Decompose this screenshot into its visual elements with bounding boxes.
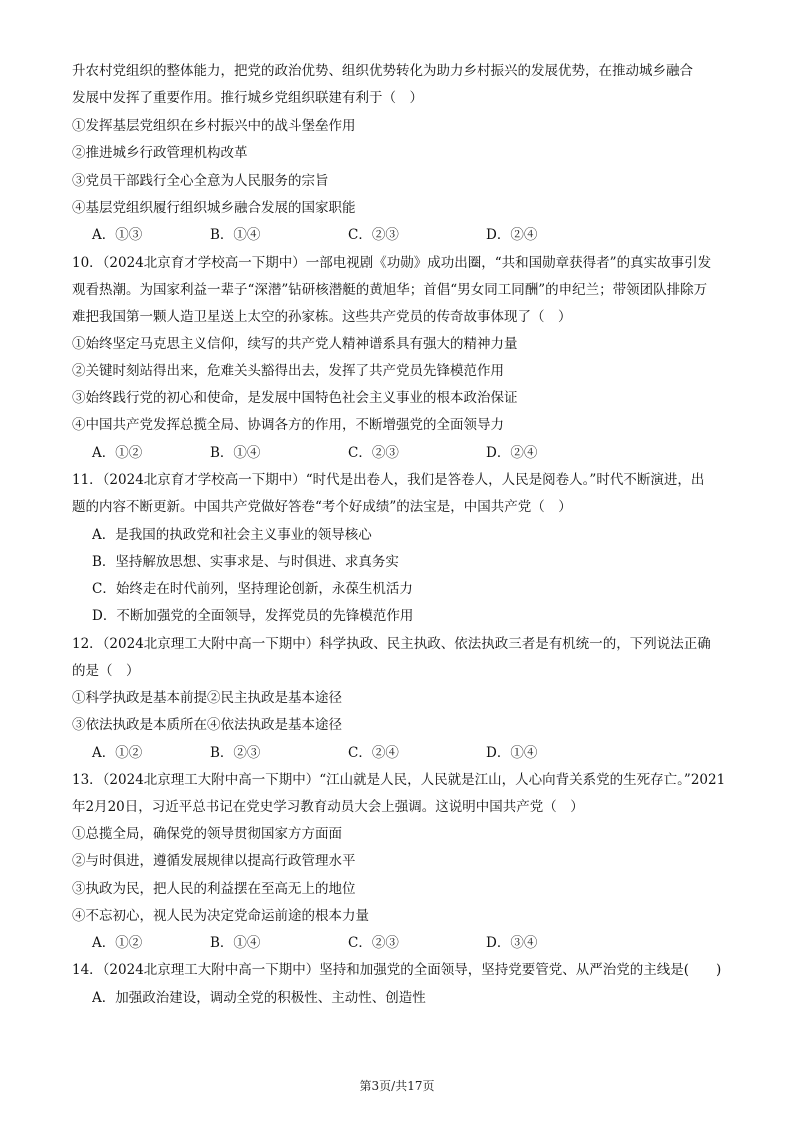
q13-statement-4: ④不忘初心，视人民为决定党命运前途的根本力量: [72, 908, 369, 924]
q12-options: [92, 743, 732, 763]
q12-option-b: B．②③: [210, 745, 261, 761]
q11-option-d: D．不断加强党的全面领导，发挥党员的先锋模范作用: [92, 608, 414, 624]
q9-statement-3: ③党员干部践行全心全意为人民服务的宗旨: [72, 173, 329, 189]
page-number-footer: 第3页/共17页: [359, 1079, 435, 1093]
q12-option-a: A．①②: [92, 745, 143, 761]
q12-option-d: D．①④: [486, 745, 538, 761]
q10-statement-3: ③始终践行党的初心和使命，是发展中国特色社会主义事业的根本政治保证: [72, 390, 518, 406]
q9-option-c: C．②③: [348, 227, 399, 243]
q13-statement-3: ③执政为民，把人民的利益摆在至高无上的地位: [72, 881, 356, 897]
q9-option-b: B．①④: [210, 227, 261, 243]
q11-option-c: C．始终走在时代前列，坚持理论创新，永葆生机活力: [92, 581, 413, 597]
q9-options: [92, 225, 732, 245]
q13-statement-2: ②与时俱进，遵循发展规律以提高行政管理水平: [72, 853, 356, 869]
q9-statement-1: ①发挥基层党组织在乡村振兴中的战斗堡垒作用: [72, 118, 356, 134]
q13-options: [92, 933, 732, 953]
q12-option-c: C．②④: [348, 745, 399, 761]
q9-stem-line-2: 发展中发挥了重要作用。推行城乡党组织联建有利于（ ）: [72, 90, 423, 106]
q10-option-b: B．①④: [210, 445, 261, 461]
q14-option-a: A．加强政治建设，调动全党的积极性、主动性、创造性: [92, 990, 426, 1006]
q10-statement-4: ④中国共产党发挥总揽全局、协调各方的作用，不断增强党的全面领导力: [72, 417, 504, 433]
q10-stem-line-3: 难把我国第一颗人造卫星送上太空的孙家栋。这些共产党员的传奇故事体现了（ ）: [72, 309, 572, 325]
q12-statements-1: ①科学执政是基本前提②民主执政是基本途径: [72, 690, 342, 706]
q11-option-a: A．是我国的执政党和社会主义事业的领导核心: [92, 527, 372, 543]
q13-statement-1: ①总揽全局，确保党的领导贯彻国家方方面面: [72, 826, 342, 842]
q9-statement-4: ④基层党组织履行组织城乡融合发展的国家职能: [72, 200, 356, 216]
q9-statement-2: ②推进城乡行政管理机构改革: [72, 145, 248, 161]
q13-stem-line-1: 13．（2024北京理工大附中高一下期中）“江山就是人民，人民就是江山，人心向背关系党的生死存亡。”2021: [72, 772, 726, 788]
q13-option-b: B．①④: [210, 935, 261, 951]
q14-stem-line-1: 14．（2024北京理工大附中高一下期中）坚持和加强党的全面领导，坚持党要管党、从严治党的主线是( ): [72, 962, 722, 978]
q9-stem-line-1: 升农村党组织的整体能力，把党的政治优势、组织优势转化为助力乡村振兴的发展优势，在推动城乡融合: [72, 63, 693, 79]
q13-option-c: C．②③: [348, 935, 399, 951]
q10-stem-line-1: 10．（2024北京育才学校高一下期中）一部电视剧《功勋》成功出圈，“共和国勋章获得者”的真实故事引发: [72, 255, 712, 271]
q11-stem-line-1: 11．（2024北京育才学校高一下期中）“时代是出卷人，我们是答卷人，人民是阅卷人。”时代不断演进，出: [72, 472, 705, 488]
q9-option-d: D．②④: [486, 227, 538, 243]
q11-option-b: B．坚持解放思想、实事求是、与时俱进、求真务实: [92, 554, 399, 570]
q11-stem-line-2: 题的内容不断更新。中国共产党做好答卷“考个好成绩”的法宝是，中国共产党（ ）: [72, 499, 572, 515]
q10-statement-2: ②关键时刻站得出来，危难关头豁得出去，发挥了共产党员先锋模范作用: [72, 363, 504, 379]
q10-options: [92, 443, 732, 463]
q10-statement-1: ①始终坚定马克思主义信仰，续写的共产党人精神谱系具有强大的精神力量: [72, 336, 518, 352]
q13-option-a: A．①②: [92, 935, 143, 951]
q12-stem-line-1: 12．（2024北京理工大附中高一下期中）科学执政、民主执政、依法执政三者是有机统一的，下列说法正确: [72, 636, 711, 652]
q10-stem-line-2: 观看热潮。为国家利益一辈子“深潜”钻研核潜艇的黄旭华；首倡“男女同工同酬”的申纪兰；带领团队排除万: [72, 282, 708, 298]
q12-statements-2: ③依法执政是本质所在④依法执政是基本途径: [72, 717, 342, 733]
q10-option-a: A．①②: [92, 445, 143, 461]
q10-option-c: C．②③: [348, 445, 399, 461]
q13-stem-line-2: 年2月20日，习近平总书记在党史学习教育动员大会上强调。这说明中国共产党（ ）: [72, 799, 584, 815]
q13-option-d: D．③④: [486, 935, 538, 951]
q10-option-d: D．②④: [486, 445, 538, 461]
q9-option-a: A．①③: [92, 227, 143, 243]
q12-stem-line-2: 的是（ ）: [72, 663, 140, 679]
